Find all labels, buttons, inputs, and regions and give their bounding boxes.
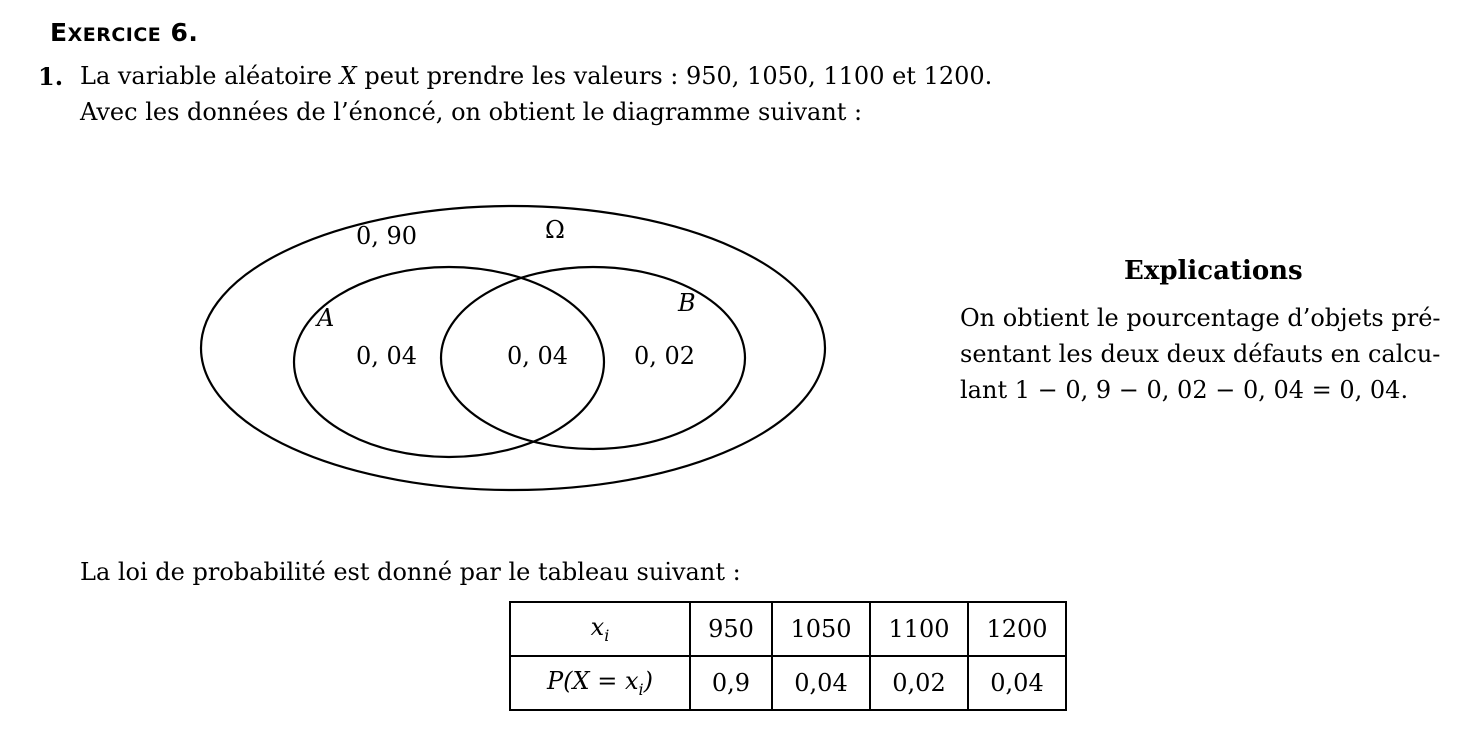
a-only-value: 0, 04 [356, 342, 418, 370]
table-row-p [510, 656, 1066, 710]
x-value-cell: 950 [690, 602, 772, 656]
set-b-label: B [678, 289, 696, 317]
header-p-sub: i [638, 679, 644, 699]
x-value-cell: 1050 [772, 602, 870, 656]
x-value-cell: 1100 [870, 602, 968, 656]
row-header-p [510, 656, 690, 710]
heading-rest: XERCICE [67, 24, 162, 46]
heading-number: 6. [170, 18, 199, 47]
header-p-close: ) [643, 667, 653, 696]
p-value-cell: 0,9 [690, 656, 772, 710]
omega-label: Ω [545, 216, 565, 244]
explications-title: Explications [1124, 256, 1303, 286]
table-intro: La loi de probabilité est donné par le tableau suivant : [80, 558, 741, 586]
set-b-ellipse [441, 267, 745, 449]
item-line-2: Avec les données de l’énoncé, on obtient le diagramme suivant : [80, 98, 863, 126]
header-x-sub: i [604, 625, 610, 645]
heading-initial: E [50, 18, 68, 47]
b-only-value: 0, 02 [634, 342, 696, 370]
item-number: 1. [38, 62, 64, 91]
variable-x: X [339, 62, 357, 90]
p-value-cell: 0,04 [772, 656, 870, 710]
x-value-cell: 1200 [968, 602, 1066, 656]
set-a-label: A [317, 304, 335, 332]
intersection-value: 0, 04 [507, 342, 569, 370]
line1-text-b: peut prendre les valeurs : 950, 1050, 1100 et 1200. [356, 62, 993, 90]
probability-table [509, 601, 1067, 711]
explications-line-3: lant 1 − 0, 9 − 0, 02 − 0, 04 = 0, 04. [960, 376, 1409, 404]
header-x-var: x [590, 613, 605, 642]
line1-text-a: La variable aléatoire [80, 62, 340, 90]
explications-line-2: sentant les deux deux défauts en calcu- [960, 340, 1441, 368]
venn-diagram [0, 0, 900, 520]
p-value-cell: 0,02 [870, 656, 968, 710]
table-row-x [510, 602, 1066, 656]
row-header-x [510, 602, 690, 656]
outside-value: 0, 90 [356, 222, 418, 250]
p-value-cell: 0,04 [968, 656, 1066, 710]
explications-line-1: On obtient le pourcentage d’objets pré- [960, 304, 1441, 332]
header-p-text: P(X = x [547, 667, 639, 696]
